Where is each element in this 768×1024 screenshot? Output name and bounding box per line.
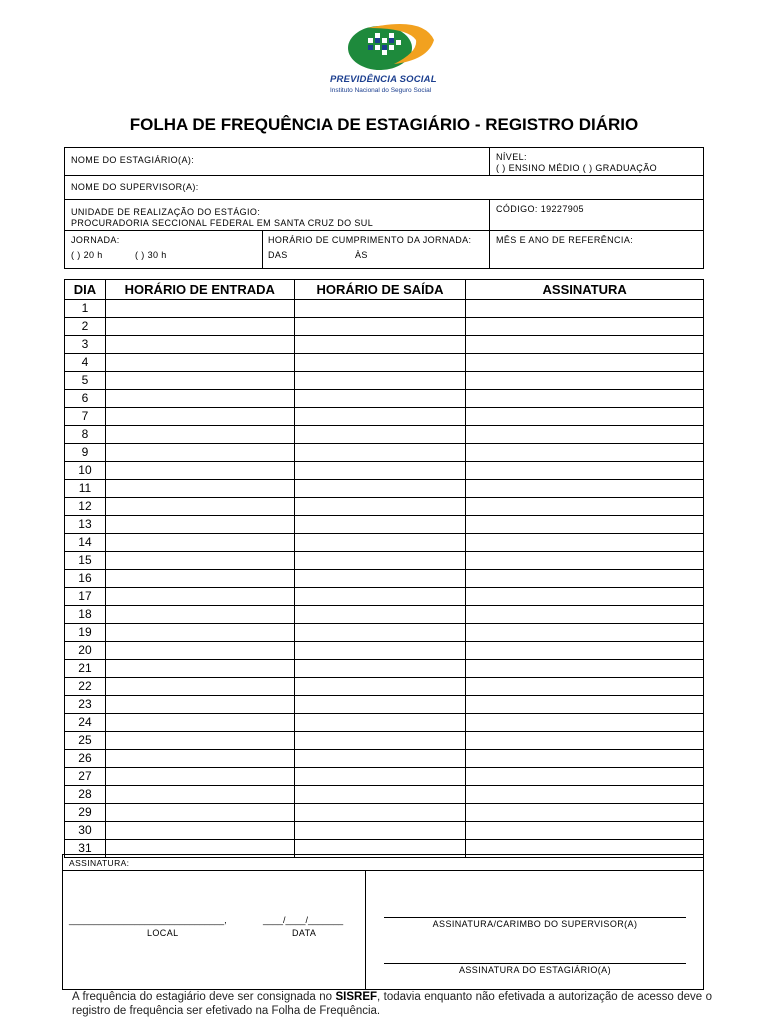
saida-cell[interactable]: [294, 480, 466, 498]
day-number: 16: [65, 570, 106, 588]
table-row: [65, 750, 704, 768]
table-row: [65, 588, 704, 606]
table-header-row: [65, 280, 704, 300]
day-number: 9: [65, 444, 106, 462]
assinatura-cell[interactable]: [466, 408, 704, 426]
horario-label: HORÁRIO DE CUMPRIMENTO DA JORNADA:: [268, 235, 472, 245]
col-assinatura: ASSINATURA: [466, 280, 704, 300]
supervisor-caption: ASSINATURA/CARIMBO DO SUPERVISOR(A): [432, 919, 638, 929]
table-row: [65, 642, 704, 660]
day-number: 6: [65, 390, 106, 408]
day-number: 13: [65, 516, 106, 534]
entrada-cell[interactable]: [105, 426, 294, 444]
col-dia: DIA: [65, 280, 106, 300]
table-row: [65, 768, 704, 786]
saida-cell[interactable]: [294, 678, 466, 696]
entrada-cell[interactable]: [105, 786, 294, 804]
assinatura-cell[interactable]: [466, 588, 704, 606]
table-row: [65, 552, 704, 570]
day-number: 18: [65, 606, 106, 624]
assinatura-cell[interactable]: [466, 516, 704, 534]
table-row: [65, 498, 704, 516]
table-row: [65, 696, 704, 714]
saida-cell[interactable]: [294, 660, 466, 678]
table-row: [65, 300, 704, 318]
entrada-cell[interactable]: [105, 318, 294, 336]
as-label[interactable]: ÀS: [355, 250, 368, 260]
table-row: [65, 606, 704, 624]
assinatura-cell[interactable]: [466, 390, 704, 408]
day-number: 2: [65, 318, 106, 336]
logo-subtitle: Instituto Nacional do Seguro Social: [330, 87, 432, 94]
das-label[interactable]: DAS: [268, 250, 288, 260]
daily-frequency-table: [64, 279, 704, 858]
entrada-cell[interactable]: [105, 768, 294, 786]
table-row: [65, 444, 704, 462]
jornada-30h-option[interactable]: ( ) 30 h: [135, 250, 167, 260]
assinatura-cell[interactable]: [466, 498, 704, 516]
table-row: [65, 678, 704, 696]
entrada-cell[interactable]: [105, 300, 294, 318]
assinatura-cell[interactable]: [466, 372, 704, 390]
entrada-cell[interactable]: [105, 714, 294, 732]
assinatura-cell[interactable]: [466, 750, 704, 768]
day-number: 20: [65, 642, 106, 660]
day-number: 1: [65, 300, 106, 318]
table-row: [65, 660, 704, 678]
assinatura-cell[interactable]: [466, 660, 704, 678]
day-number: 24: [65, 714, 106, 732]
estagiario-signature-line[interactable]: [384, 963, 686, 964]
codigo: CÓDIGO: 19227905: [496, 204, 584, 214]
saida-cell[interactable]: [294, 642, 466, 660]
table-row: [65, 804, 704, 822]
assinatura-cell[interactable]: [466, 786, 704, 804]
entrada-cell[interactable]: [105, 354, 294, 372]
nivel-options[interactable]: ( ) ENSINO MÉDIO ( ) GRADUAÇÃO: [496, 163, 658, 173]
page-title: FOLHA DE FREQUÊNCIA DE ESTAGIÁRIO - REGISTRO DIÁRIO: [129, 115, 639, 134]
assinatura-cell[interactable]: [466, 480, 704, 498]
assinatura-cell[interactable]: [466, 624, 704, 642]
entrada-cell[interactable]: [105, 516, 294, 534]
saida-cell[interactable]: [294, 408, 466, 426]
entrada-cell[interactable]: [105, 408, 294, 426]
saida-cell[interactable]: [294, 768, 466, 786]
saida-cell[interactable]: [294, 750, 466, 768]
day-number: 5: [65, 372, 106, 390]
table-row: [65, 534, 704, 552]
assinatura-cell[interactable]: [466, 642, 704, 660]
day-number: 3: [65, 336, 106, 354]
table-row: [65, 336, 704, 354]
unidade-label: UNIDADE DE REALIZAÇÃO DO ESTÁGIO:: [71, 207, 261, 217]
entrada-cell[interactable]: [105, 678, 294, 696]
jornada-label: JORNADA:: [71, 235, 120, 245]
day-number: 30: [65, 822, 106, 840]
entrada-cell[interactable]: [105, 660, 294, 678]
saida-cell[interactable]: [294, 552, 466, 570]
col-horario-saida: HORÁRIO DE SAÍDA: [294, 280, 466, 300]
sisref-term: SISREF: [335, 991, 378, 1003]
saida-cell[interactable]: [294, 732, 466, 750]
day-number: 26: [65, 750, 106, 768]
entrada-cell[interactable]: [105, 606, 294, 624]
logo-title: PREVIDÊNCIA SOCIAL: [330, 74, 437, 85]
saida-cell[interactable]: [294, 444, 466, 462]
entrada-cell[interactable]: [105, 588, 294, 606]
assinatura-cell[interactable]: [466, 714, 704, 732]
saida-cell[interactable]: [294, 534, 466, 552]
entrada-cell[interactable]: [105, 696, 294, 714]
day-number: 23: [65, 696, 106, 714]
entrada-cell[interactable]: [105, 804, 294, 822]
saida-cell[interactable]: [294, 354, 466, 372]
table-row: [65, 480, 704, 498]
entrada-cell[interactable]: [105, 750, 294, 768]
assinatura-cell[interactable]: [466, 696, 704, 714]
entrada-cell[interactable]: [105, 444, 294, 462]
entrada-cell[interactable]: [105, 462, 294, 480]
day-number: 15: [65, 552, 106, 570]
day-number: 10: [65, 462, 106, 480]
day-number: 21: [65, 660, 106, 678]
assinatura-cell[interactable]: [466, 678, 704, 696]
table-row: [65, 372, 704, 390]
info-box: [64, 147, 704, 269]
table-row: [65, 786, 704, 804]
saida-cell[interactable]: [294, 714, 466, 732]
table-row: [65, 408, 704, 426]
entrada-cell[interactable]: [105, 732, 294, 750]
assinatura-cell[interactable]: [466, 534, 704, 552]
saida-cell[interactable]: [294, 372, 466, 390]
day-number: 27: [65, 768, 106, 786]
saida-cell[interactable]: [294, 300, 466, 318]
entrada-cell[interactable]: [105, 336, 294, 354]
saida-cell[interactable]: [294, 318, 466, 336]
table-row: [65, 822, 704, 840]
day-number: 17: [65, 588, 106, 606]
saida-cell[interactable]: [294, 822, 466, 840]
local-line[interactable]: _______________________________,: [69, 915, 227, 925]
day-number: 11: [65, 480, 106, 498]
entrada-cell[interactable]: [105, 390, 294, 408]
table-row: [65, 426, 704, 444]
unidade-value: PROCURADORIA SECCIONAL FEDERAL EM SANTA CRUZ DO SUL: [71, 218, 374, 228]
data-caption: DATA: [292, 928, 317, 938]
nome-supervisor-field[interactable]: NOME DO SUPERVISOR(A):: [71, 182, 199, 192]
assinatura-label: ASSINATURA:: [69, 858, 130, 868]
assinatura-cell[interactable]: [466, 570, 704, 588]
entrada-cell[interactable]: [105, 624, 294, 642]
local-caption: LOCAL: [147, 928, 179, 938]
table-row: [65, 462, 704, 480]
saida-cell[interactable]: [294, 390, 466, 408]
jornada-20h-option[interactable]: ( ) 20 h: [71, 250, 103, 260]
assinatura-cell[interactable]: [466, 606, 704, 624]
assinatura-cell[interactable]: [466, 300, 704, 318]
day-number: 25: [65, 732, 106, 750]
table-row: [65, 516, 704, 534]
saida-cell[interactable]: [294, 588, 466, 606]
entrada-cell[interactable]: [105, 498, 294, 516]
saida-cell[interactable]: [294, 696, 466, 714]
assinatura-cell[interactable]: [466, 804, 704, 822]
estagiario-caption: ASSINATURA DO ESTAGIÁRIO(A): [459, 965, 611, 975]
col-horario-entrada: HORÁRIO DE ENTRADA: [105, 280, 294, 300]
table-row: [65, 732, 704, 750]
table-row: [65, 390, 704, 408]
footer-note: A frequência do estagiário deve ser consignada no SISREF, todavia enquanto não efetivada a autorização de acesso deve o registro de frequência ser efetivado na Folha de Frequência.: [72, 991, 712, 1017]
entrada-cell[interactable]: [105, 642, 294, 660]
table-row: [65, 714, 704, 732]
day-number: 4: [65, 354, 106, 372]
nivel-label: NÍVEL:: [496, 152, 527, 162]
assinatura-cell[interactable]: [466, 768, 704, 786]
date-line[interactable]: ____/____/_______: [263, 915, 344, 925]
assinatura-cell[interactable]: [466, 318, 704, 336]
day-number: 31: [65, 840, 106, 858]
assinatura-cell[interactable]: [466, 336, 704, 354]
table-row: [65, 354, 704, 372]
assinatura-cell[interactable]: [466, 462, 704, 480]
saida-cell[interactable]: [294, 498, 466, 516]
assinatura-cell[interactable]: [466, 822, 704, 840]
entrada-cell[interactable]: [105, 480, 294, 498]
saida-cell[interactable]: [294, 426, 466, 444]
nome-estagiario-field[interactable]: NOME DO ESTAGIÁRIO(A):: [71, 155, 195, 165]
mes-ano-field[interactable]: MÊS E ANO DE REFERÊNCIA:: [496, 235, 634, 245]
assinatura-cell[interactable]: [466, 732, 704, 750]
day-number: 29: [65, 804, 106, 822]
entrada-cell[interactable]: [105, 552, 294, 570]
day-number: 14: [65, 534, 106, 552]
day-number: 19: [65, 624, 106, 642]
saida-cell[interactable]: [294, 516, 466, 534]
day-number: 22: [65, 678, 106, 696]
saida-cell[interactable]: [294, 462, 466, 480]
assinatura-cell[interactable]: [466, 444, 704, 462]
saida-cell[interactable]: [294, 786, 466, 804]
table-row: [65, 318, 704, 336]
assinatura-cell[interactable]: [466, 552, 704, 570]
assinatura-cell[interactable]: [466, 426, 704, 444]
table-row: [65, 570, 704, 588]
entrada-cell[interactable]: [105, 570, 294, 588]
day-number: 7: [65, 408, 106, 426]
entrada-cell[interactable]: [105, 534, 294, 552]
assinatura-cell[interactable]: [466, 354, 704, 372]
saida-cell[interactable]: [294, 804, 466, 822]
saida-cell[interactable]: [294, 606, 466, 624]
day-number: 12: [65, 498, 106, 516]
saida-cell[interactable]: [294, 336, 466, 354]
entrada-cell[interactable]: [105, 372, 294, 390]
signature-box: [62, 854, 704, 990]
saida-cell[interactable]: [294, 570, 466, 588]
entrada-cell[interactable]: [105, 822, 294, 840]
day-number: 8: [65, 426, 106, 444]
table-row: [65, 624, 704, 642]
supervisor-signature-line[interactable]: [384, 917, 686, 918]
day-number: 28: [65, 786, 106, 804]
saida-cell[interactable]: [294, 624, 466, 642]
